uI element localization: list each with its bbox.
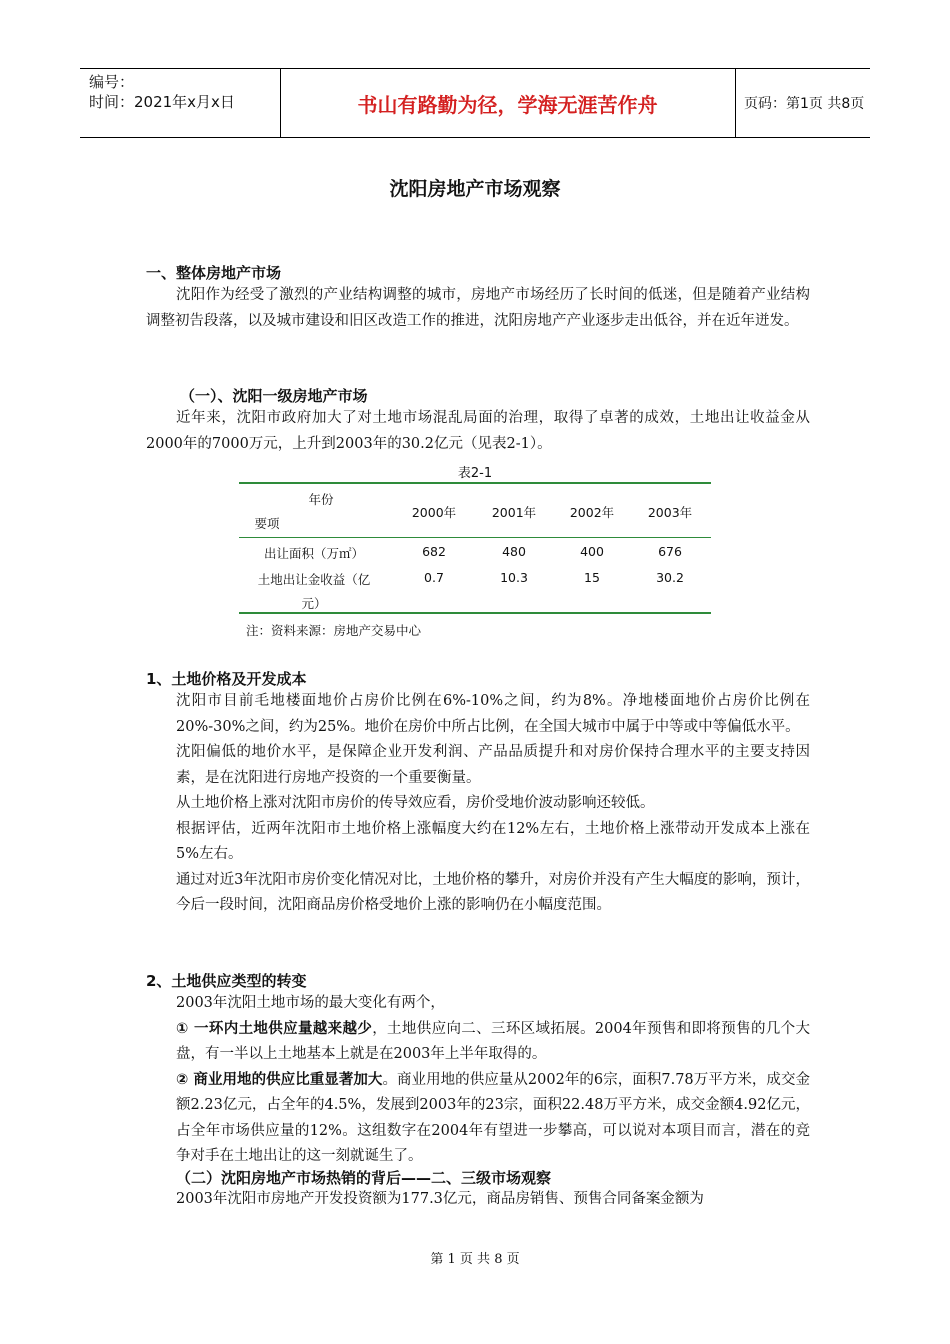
table-row-label-cont: 元） — [301, 596, 327, 611]
table-bottom-rule — [239, 612, 711, 614]
table-row-label: 出让面积（万㎡） — [263, 546, 364, 561]
list-item — [146, 1068, 810, 1170]
paragraph — [146, 689, 810, 919]
paragraph-text: 2003年沈阳土地市场的最大变化有两个， — [176, 995, 445, 1011]
section-heading-overall: 一、整体房地产市场 — [146, 264, 282, 282]
header-left-cell — [80, 69, 281, 137]
page-title: 沈阳房地产市场观察 — [389, 178, 561, 200]
section-heading-primary-market: （一）、沈阳一级房地产市场 — [180, 387, 368, 405]
table-header-year: 2001年 — [491, 505, 537, 520]
list-item-lead: ① 一环内土地供应量越来越少 — [176, 1020, 373, 1037]
list-item — [146, 1017, 810, 1068]
paragraph-text: 2003年沈阳市房地产开发投资额为177.3亿元，商品房销售、预售合同备案金额为 — [176, 1191, 704, 1207]
header-page-code: 页码：第1页 共8页 — [744, 96, 865, 112]
list-item-lead: ② 商业用地的供应比重显著加大 — [176, 1071, 383, 1088]
table-row-label: 土地出让金收益（亿 — [257, 572, 371, 587]
paragraph — [146, 1187, 810, 1213]
paragraph-text: 沈阳作为经受了激烈的产业结构调整的城市，房地产市场经历了长时间的低迷，但是随着产业结构调整初告段落，以及城市建设和旧区改造工作的推进，沈阳房地产产业逐步走出低谷，并在近年迸发。 — [146, 287, 810, 329]
paragraph-text: 根据评估，近两年沈阳市土地价格上涨幅度大约在12%左右，土地价格上涨带动开发成本上涨在5%左右。 — [176, 820, 810, 862]
table-cell: 676 — [658, 544, 682, 559]
page-footer: 第 1 页 共 8 页 — [430, 1252, 520, 1267]
section-heading-secondary-market: （二）沈阳房地产市场热销的背后——二、三级市场观察 — [176, 1169, 552, 1187]
paragraph — [146, 406, 810, 457]
paragraph-text: 通过对近3年沈阳市房价变化情况对比，土地价格的攀升，对房价并没有产生大幅度的影响，预计，今后一段时间，沈阳商品房价格受地价上涨的影响仍在小幅度范围。 — [176, 871, 810, 913]
table-cell: 30.2 — [656, 570, 684, 585]
header-motto: 书山有路勤为径，学海无涯苦作舟 — [280, 69, 736, 137]
subsection-heading-land-price: 1、土地价格及开发成本 — [146, 670, 307, 688]
table-cell: 480 — [502, 544, 526, 559]
table-top-rule — [239, 482, 711, 484]
list-item-text: 。商业用地的供应量从2002年的6宗，面积7.78万平方米，成交金额2.23亿元，占全年的4.5%，发展到2003年的23宗，面积22.48万平方米，成交金额4.92亿元，占全年市场供应量的12%。这组数字在2004年有望进一步攀高，可以说对本项目而言，潜在的竞争对手在土地出让的这一刻就诞生了。 — [176, 1071, 810, 1164]
table-cell: 400 — [580, 544, 604, 559]
table-cell: 682 — [422, 544, 446, 559]
paragraph — [146, 991, 810, 1170]
document-number-label: 编号： — [89, 73, 135, 91]
table-header-year: 2002年 — [569, 505, 615, 520]
paragraph-text: 从土地价格上涨对沈阳市房价的传导效应看，房价受地价波动影响还较低。 — [176, 795, 655, 811]
table-cell: 15 — [584, 570, 600, 585]
document-time-label: 时间：2021年x月x日 — [89, 93, 235, 111]
table-header-rule — [239, 537, 711, 538]
list-item-text: ，土地供应向二、三环区域拓展。2004年预售和即将预售的几个大盘，有一半以上土地基本上就是在2003年上半年取得的。 — [176, 1020, 810, 1062]
document-header — [80, 68, 870, 138]
paragraph — [146, 283, 810, 334]
table-header-year: 2000年 — [411, 505, 457, 520]
table-header-year: 2003年 — [647, 505, 693, 520]
table-corner-year: 年份 — [308, 492, 334, 507]
table-caption: 表2-1 — [457, 466, 493, 481]
table-cell: 10.3 — [500, 570, 528, 585]
table-cell: 0.7 — [424, 570, 444, 585]
subsection-heading-land-supply: 2、土地供应类型的转变 — [146, 972, 307, 990]
paragraph-text: 沈阳偏低的地价水平，是保障企业开发利润、产品品质提升和对房价保持合理水平的主要支持因素，是在沈阳进行房地产投资的一个重要衡量。 — [176, 744, 810, 786]
table-corner-item: 要项 — [254, 516, 280, 531]
paragraph-text: 沈阳市目前毛地楼面地价占房价比例在6%-10%之间，约为8%。净地楼面地价占房价比例在20%-30%之间，约为25%。地价在房价中所占比例，在全国大城市中属于中等或中等偏低水平。 — [176, 693, 810, 735]
paragraph-text: 近年来，沈阳市政府加大了对土地市场混乱局面的治理，取得了卓著的成效，土地出让收益金从2000年的7000万元，上升到2003年的30.2亿元（见表2-1）。 — [146, 410, 810, 452]
table-source-note: 注：资料来源：房地产交易中心 — [246, 623, 422, 638]
